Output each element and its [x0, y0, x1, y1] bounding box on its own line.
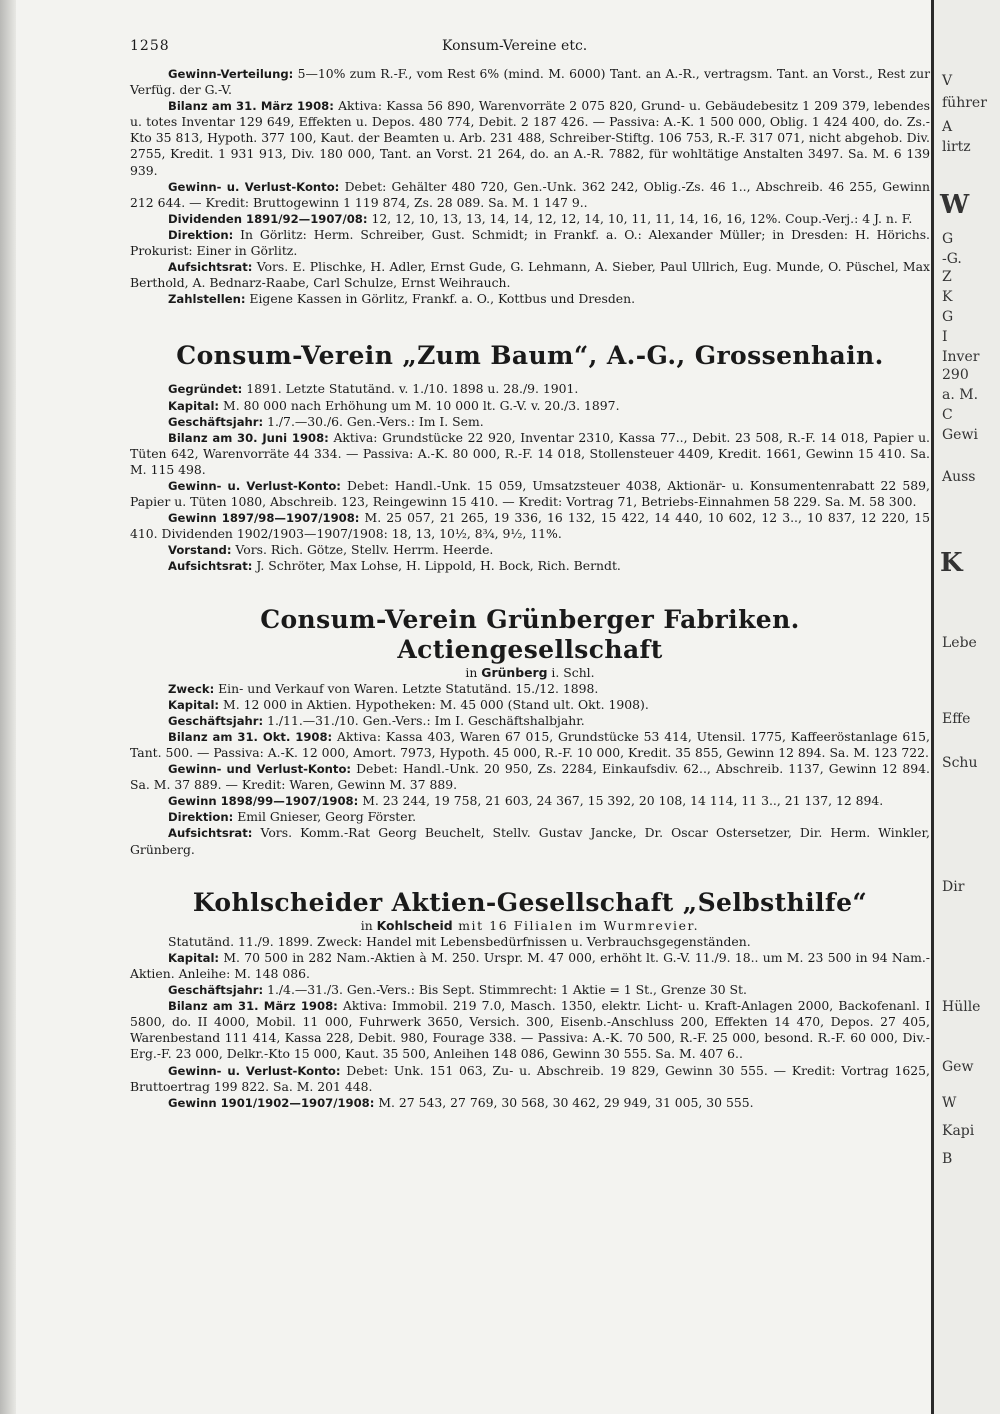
sidebar-fragment: K — [940, 548, 963, 578]
field-text: Vors. E. Plischke, H. Adler, Ernst Gude, G. Lehmann, A. Sieber, Paul Ullrich, Eug. Munde, O. Püschel, Max Berthold, A. Bednarz-Raabe, Carl Schulze, Ernst Weihrauch. — [130, 259, 930, 291]
field-text: M. 80 000 nach Erhöhung um M. 10 000 lt. G.-V. v. 20./3. 1897. — [219, 397, 620, 413]
sidebar-fragment: Z — [942, 269, 952, 285]
field-text: Eigene Kassen in Görlitz, Frankf. a. O., Kottbus und Dresden. — [245, 291, 636, 307]
entry-line — [130, 558, 930, 574]
entry-continuation — [130, 66, 930, 307]
field-label: Dividenden 1891/92—1907/08: — [168, 211, 368, 226]
field-text: Statutänd. 11./9. 1899. Zweck: Handel mit Lebensbedürfnissen u. Verbrauchsgegenständen. — [168, 933, 751, 949]
entry-line — [130, 825, 930, 857]
sidebar-fragment: Gewi — [942, 427, 978, 443]
field-text: Vors. Rich. Götze, Stellv. Herrm. Heerde. — [231, 542, 494, 558]
field-text: Aktiva: Kassa 56 890, Warenvorräte 2 075 820, Grund- u. Gebäudebesitz 1 209 379, lebendes u. totes Inventar 129 649, Effekten u. Depos. 480 774, Debit. 2 187 426. — Passiva: A.-K. 1 500 000, Oblig. 1 424 400, do. Zs.-Kto 35 813, Hypoth. 377 100, Kaut. der Beamten u. Arb. 231 488, Schreiber-Stiftg. 106 753, R.-F. 317 071, nicht abgehob. Div. 2755, Kredit. 1 931 913, Div. 180 000, Tant. an Vorst. 21 264, do. an A.-R. 7882, für wohltätige Anstalten 3497. Sa. M. 6 139 939. — [130, 98, 930, 178]
entry-line — [130, 950, 930, 982]
field-label: Bilanz am 31. Okt. 1908: — [168, 729, 333, 744]
field-label: Gewinn-Verteilung: — [168, 67, 294, 81]
entry-line — [130, 793, 930, 809]
sidebar-fragment: Inver — [942, 349, 980, 365]
sidebar-fragment: Effe — [942, 711, 971, 727]
sidebar-fragment: I — [942, 329, 948, 345]
field-label: Gewinn- u. Verlust-Konto: — [168, 478, 341, 493]
entry-subtitle — [130, 665, 930, 681]
field-label: Kapital: — [168, 398, 220, 413]
sidebar-fragment: Kapi — [942, 1123, 975, 1139]
adjacent-page-strip — [931, 0, 1000, 1414]
field-text: Debet: Handl.-Unk. 20 950, Zs. 2284, Einkaufsdiv. 62.., Abschreib. 1137, Gewinn 12 894. Sa. M. 37 889. — Kredit: Waren, Gewinn M. 37 889. — [130, 761, 930, 793]
field-text: Debet: Unk. 151 063, Zu- u. Abschreib. 19 829, Gewinn 30 555. — Kredit: Vortrag 1625, Bruttoertrag 199 822. Sa. M. 201 448. — [130, 1062, 930, 1094]
entry-title: Consum-Verein „Zum Baum“, A.-G., Grossenhain. — [176, 341, 884, 371]
sidebar-fragment: a. M. — [942, 387, 979, 403]
field-text: 1891. Letzte Statutänd. v. 1./10. 1898 u. 28./9. 1901. — [242, 381, 579, 397]
subtitle-text: i. Schl. — [547, 664, 595, 680]
entry-line — [130, 211, 930, 227]
field-text: M. 12 000 in Aktien. Hypotheken: M. 45 000 (Stand ult. Okt. 1908). — [219, 696, 649, 712]
entry-line — [130, 681, 930, 697]
field-label: Gewinn 1901/1902—1907/1908: — [168, 1095, 375, 1110]
entry-line — [130, 1063, 930, 1095]
field-text: M. 27 543, 27 769, 30 568, 30 462, 29 949, 31 005, 30 555. — [374, 1094, 754, 1110]
sidebar-fragment: Lebe — [942, 635, 977, 651]
field-text: Emil Gnieser, Georg Förster. — [233, 809, 417, 825]
sidebar-fragment: Gew — [942, 1059, 974, 1075]
sidebar-fragment: K — [942, 289, 953, 305]
entry-title: Kohlscheider Aktien-Gesellschaft „Selbsthilfe“ — [192, 887, 868, 917]
field-text: Aktiva: Grundstücke 22 920, Inventar 2310, Kassa 77.., Debit. 23 508, R.-F. 14 018, Papier u. Tüten 642, Warenvorräte 44 334. — Passiva: A.-K. 80 000, R.-F. 14 018, Stollensteuer 4409, Kredit. 1661, Gewinn 15 410. Sa. M. 115 498. — [130, 429, 930, 477]
field-label: Vorstand: — [168, 543, 232, 558]
entry-line — [130, 478, 930, 510]
field-text: M. 25 057, 21 265, 19 336, 16 132, 15 422, 14 440, 10 602, 12 3.., 10 837, 12 220, 15 410. Dividenden 1902/1903—1907/1908: 18, 13, 10½, 8¾, 9½, 11%. — [130, 510, 930, 542]
entry-line — [130, 291, 930, 307]
field-label: Geschäftsjahr: — [168, 983, 264, 998]
field-label: Geschäftsjahr: — [168, 414, 264, 429]
field-label: Gewinn 1897/98—1907/1908: — [168, 511, 360, 526]
running-head — [130, 38, 930, 66]
field-label: Direktion: — [168, 810, 234, 825]
entry-line — [130, 982, 930, 998]
field-text: Aktiva: Kassa 403, Waren 67 015, Grundstücke 53 414, Utensil. 1775, Kaffeeröstanlage 615, Tant. 500. — Passiva: A.-K. 12 000, Amort. 7973, Hypoth. 45 000, R.-F. 10 000, Kredit. 35 855, Gewinn 12 894. Sa. M. 123 722. — [130, 728, 930, 760]
field-label: Gegründet: — [168, 382, 243, 397]
field-label: Gewinn- u. Verlust-Konto: — [168, 1063, 341, 1078]
entry-line — [130, 697, 930, 713]
entry-line — [130, 934, 930, 950]
sidebar-fragment: 290 — [942, 367, 969, 383]
entry-line — [130, 430, 930, 478]
entry-line — [130, 713, 930, 729]
entry-line — [130, 179, 930, 211]
field-label: Gewinn- u. Verlust-Konto: — [168, 179, 340, 194]
subtitle-place: Kohlscheid — [376, 917, 453, 933]
field-text: M. 23 244, 19 758, 21 603, 24 367, 15 392, 20 108, 14 114, 11 3.., 21 137, 12 894. — [358, 793, 884, 809]
field-label: Geschäftsjahr: — [168, 713, 264, 728]
field-text: 12, 12, 10, 13, 13, 14, 14, 12, 12, 14, 10, 11, 11, 14, 16, 16, 12%. Coup.-Verj.: 4 J. n. F. — [367, 210, 913, 226]
sidebar-fragment: W — [942, 1095, 957, 1111]
field-text: Debet: Handl.-Unk. 15 059, Umsatzsteuer 4038, Aktionär- u. Konsumentenrabatt 22 589, Papier u. Tüten 1080, Abschreib. 123, Reingewinn 15 410. — Kredit: Vortrag 71, Betriebs-Einnahmen 58 229. Sa. M. 58 300. — [130, 477, 930, 510]
field-label: Kapital: — [168, 950, 220, 965]
field-label: Bilanz am 31. März 1908: — [168, 999, 338, 1014]
entry-kohlscheider-selbsthilfe — [130, 888, 930, 1111]
entry-line — [130, 398, 930, 414]
field-label: Direktion: — [168, 227, 234, 242]
field-label: Aufsichtsrat: — [168, 559, 253, 574]
field-text: 1./4.—31./3. Gen.-Vers.: Bis Sept. Stimmrecht: 1 Aktie = 1 St., Grenze 30 St. — [263, 982, 747, 998]
entry-line — [130, 66, 930, 98]
entry-line — [130, 414, 930, 430]
field-text: Aktiva: Immobil. 219 7.0, Masch. 1350, elektr. Licht- u. Kraft-Anlagen 2000, Backofenanl. I 5800, do. II 4000, Mobil. 11 000, Fuhrwerk 3650, Versich. 300, Eisenb.-Anschluss 200, Effekten 14 470, Depos. 27 405, Warenbestand 111 414, Kassa 228, Debit. 980, Fourage 338. — Passiva: A.-K. 70 500, R.-F. 25 000, besond. R.-F. 60 000, Div.-Erg.-F. 23 000, Delkr.-Kto 15 000, Kaut. 35 500, Anleihen 148 086, Gewinn 30 555. Sa. M. 407 6.. — [130, 998, 930, 1062]
field-label: Aufsichtsrat: — [168, 260, 253, 275]
entry-title: Consum-Verein Grünberger Fabriken. Actiengesellschaft — [260, 604, 800, 664]
field-label: Gewinn- und Verlust-Konto: — [168, 762, 352, 777]
entry-line — [130, 227, 930, 259]
sidebar-fragment: lirtz — [942, 139, 971, 155]
field-label: Gewinn 1898/99—1907/1908: — [168, 794, 359, 809]
field-text: 5—10% zum R.-F., vom Rest 6% (mind. M. 6000) Tant. an A.-R., vertragsm. Tant. an Vorst., Rest zur Verfüg. der G.-V. — [130, 66, 930, 98]
sidebar-fragment: Dir — [942, 879, 965, 895]
field-text: 1./7.—30./6. Gen.-Vers.: Im I. Sem. — [263, 413, 484, 429]
sidebar-fragment: C — [942, 407, 953, 423]
page-body — [130, 38, 930, 1111]
subtitle-text: in — [465, 664, 482, 680]
sidebar-fragment: B — [942, 1151, 953, 1167]
sidebar-fragment: Schu — [942, 755, 978, 771]
sidebar-fragment: Hülle — [942, 999, 981, 1015]
entry-line — [130, 809, 930, 825]
entry-line — [130, 510, 930, 542]
field-label: Zweck: — [168, 681, 215, 696]
sidebar-fragment: Auss — [942, 469, 976, 485]
field-label: Zahlstellen: — [168, 292, 246, 307]
field-label: Aufsichtsrat: — [168, 826, 253, 841]
entry-line — [130, 998, 930, 1062]
entry-line — [130, 1095, 930, 1111]
sidebar-fragment: G — [942, 309, 954, 325]
binding-gutter — [0, 0, 16, 1414]
sidebar-fragment: V — [942, 73, 953, 89]
subtitle-text: in — [360, 917, 377, 933]
field-text: Ein- und Verkauf von Waren. Letzte Statutänd. 15./12. 1898. — [214, 680, 599, 696]
sidebar-fragment: W — [940, 190, 970, 220]
entry-line — [130, 542, 930, 558]
field-text: M. 70 500 in 282 Nam.-Aktien à M. 250. Urspr. M. 47 000, erhöht lt. G.-V. 11./9. 18.. um M. 23 500 in 94 Nam.-Aktien. Anleihe: M. 148 086. — [130, 949, 930, 981]
sidebar-fragment: führer — [942, 95, 987, 111]
entry-line — [130, 98, 930, 178]
field-text: In Görlitz: Herm. Schreiber, Gust. Schmidt; in Frankf. a. O.: Alexander Müller; in Dresden: H. Hörichs. Prokurist: Einer in Görlitz. — [130, 226, 930, 259]
entry-line — [130, 761, 930, 793]
field-label: Bilanz am 31. März 1908: — [168, 99, 334, 114]
running-title: Konsum-Vereine etc. — [442, 38, 588, 54]
page-number: 1258 — [130, 38, 170, 54]
sidebar-fragment: -G. — [942, 251, 962, 267]
entry-line — [130, 729, 930, 761]
entry-consum-verein-zum-baum — [130, 341, 930, 574]
field-text: 1./11.—31./10. Gen.-Vers.: Im I. Geschäftshalbjahr. — [263, 712, 585, 728]
entry-line — [130, 259, 930, 291]
field-label: Bilanz am 30. Juni 1908: — [168, 430, 329, 445]
entry-line — [130, 381, 930, 397]
field-label: Kapital: — [168, 697, 220, 712]
sidebar-fragment: G — [942, 231, 954, 247]
field-text: Vors. Komm.-Rat Georg Beuchelt, Stellv. Gustav Jancke, Dr. Oscar Ostersetzer, Dir. Herm. Winkler, Grünberg. — [130, 825, 930, 857]
entry-consum-verein-gruenberger — [130, 605, 930, 858]
entry-subtitle — [130, 918, 930, 934]
subtitle-text: mit 16 Filialen im Wurmrevier. — [452, 917, 700, 933]
subtitle-place: Grünberg — [481, 664, 548, 680]
field-text: J. Schröter, Max Lohse, H. Lippold, H. Bock, Rich. Berndt. — [252, 558, 621, 574]
sidebar-fragment: A — [942, 119, 953, 135]
field-text: Debet: Gehälter 480 720, Gen.-Unk. 362 242, Oblig.-Zs. 46 1.., Abschreib. 46 255, Gewinn 212 644. — Kredit: Bruttogewinn 1 119 874, Zs. 28 089. Sa. M. 1 147 9.. — [130, 178, 930, 210]
